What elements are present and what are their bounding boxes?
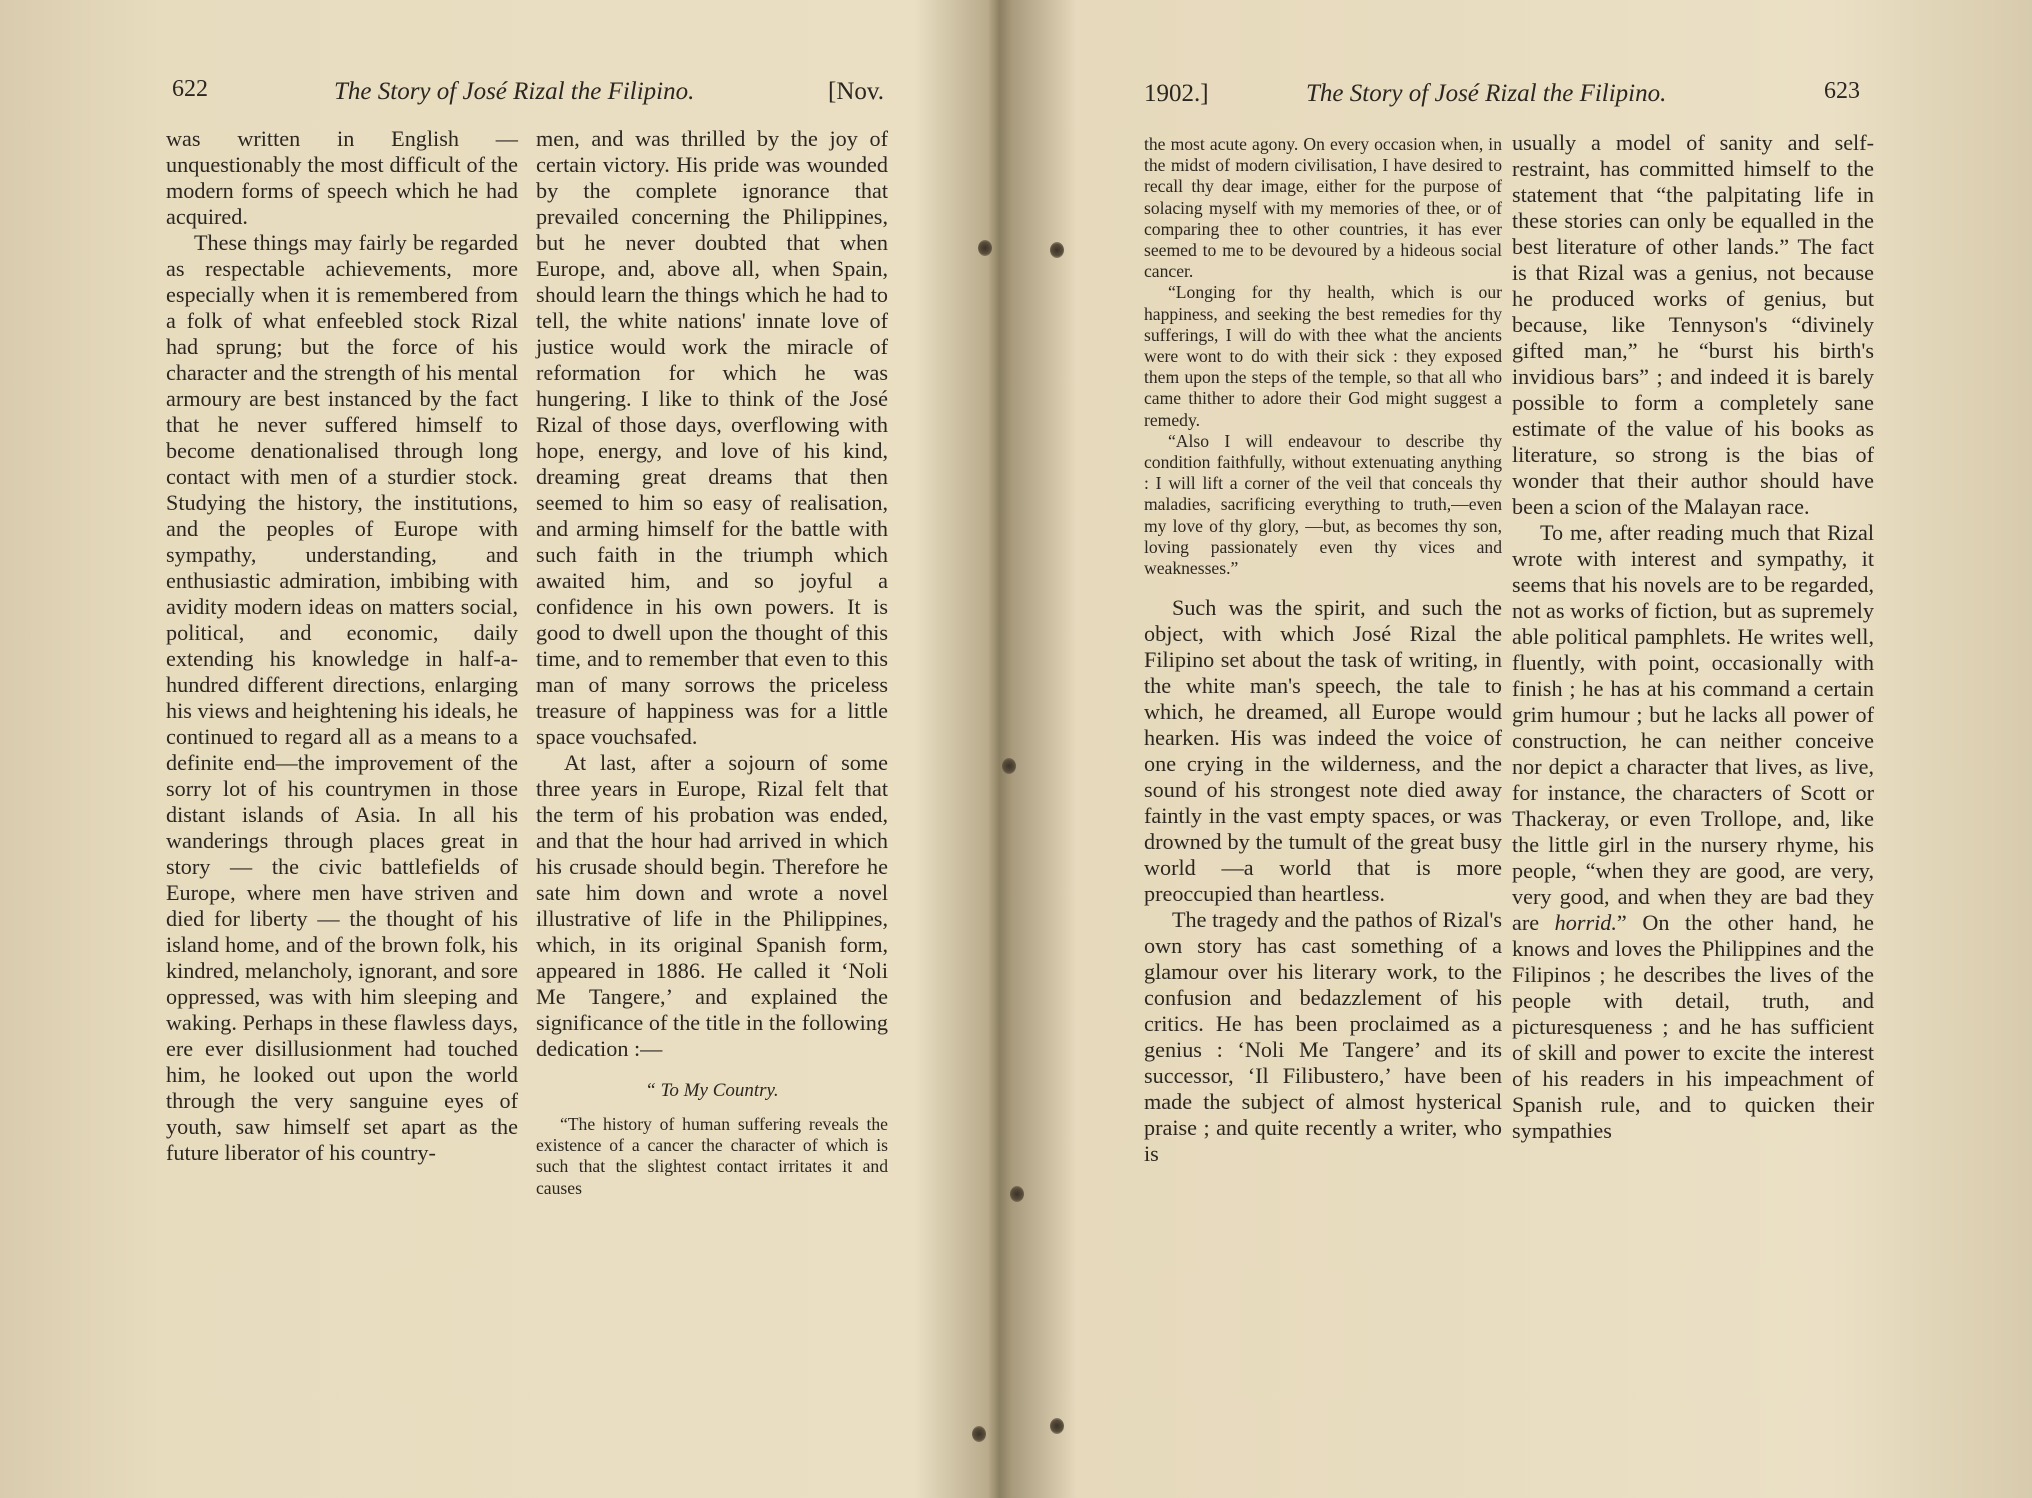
quote-paragraph: “The history of human suffering reveals the existence of a cancer the character of which is such that the slightest contact irritates it and causes <box>536 1114 888 1198</box>
italic-word: horrid. <box>1554 910 1617 935</box>
text-column-1 <box>1144 134 1502 1167</box>
dedication-heading: “ To My Country. <box>645 1080 779 1101</box>
paragraph: The tragedy and the pathos of Rizal's own story has cast something of a glamour over his literary work, to the confusion and bedazzlement of his critics. He has been proclaimed as a genius : ‘Noli Me Tangere’ and its successor, ‘Il Filibustero,’ have been made the subject of almost hysterical praise ; and quite recently a writer, who is <box>1144 907 1502 1167</box>
running-title: The Story of José Rizal the Filipino. <box>334 78 695 105</box>
left-page <box>0 0 1000 1498</box>
running-date: [Nov. <box>828 78 885 105</box>
right-page <box>1016 0 2032 1498</box>
running-title: The Story of José Rizal the Filipino. <box>1306 80 1667 107</box>
text-column-2 <box>536 126 888 1199</box>
paragraph: These things may fairly be regarded as respectable achievements, more especially when it is remembered from a folk of what enfeebled stock Rizal had sprung; but the force of his character and the strength of his mental armoury are best instanced by the fact that he never suffered himself to become denationalised through long contact with men of a sturdier stock. Studying the history, the institutions, and the peoples of Europe with sympathy, understanding, and enthusiastic admiration, imbibing with avidity modern ideas on matters social, political, and economic, daily extending his knowledge in half-a-hundred different directions, enlarging his views and heightening his ideals, he continued to regard all as a means to a definite end—the improvement of the sorry lot of his countrymen in those distant islands of Asia. In all his wanderings through places great in story — the civic battlefields of Europe, where men have striven and died for liberty — the thought of his island home, and of the brown folk, his kindred, melancholy, ignorant, and sore oppressed, was with him sleeping and waking. Perhaps in these flawless days, ere ever disillusionment had touched him, he looked out upon the world through the very sanguine eyes of youth, saw himself set apart as the future liberator of his country- <box>166 230 518 1165</box>
running-head <box>1016 76 2032 116</box>
quote-paragraph: “Also I will endeavour to describe thy condition faithfully, without extenuating anything : I will lift a corner of the veil that conceals thy maladies, sacrificing everything to truth,—even my love of thy glory, —but, as becomes thy son, loving passionately even thy vices and weaknesses.” <box>1144 430 1502 579</box>
paragraph: men, and was thrilled by the joy of certain victory. His pride was wounded by the complete ignorance that prevailed concerning the Philippines, but he never doubted that when Europe, and, above all, when Spain, should learn the things which he had to tell, the white nations' innate love of justice would work the miracle of reformation for which he was hungering. I like to think of the José Rizal of those days, overflowing with hope, energy, and love of his kind, dreaming great dreams that then seemed to him so easy of realisation, and arming himself for the battle with such faith in the triumph which awaited him, and so joyful a confidence in his own powers. It is good to dwell upon the thought of this time, and to remember that even to this man of many sorrows the priceless treasure of happiness was for a little space vouchsafed. <box>536 126 888 749</box>
paragraph: Such was the spirit, and such the object, with which José Rizal the Filipino set about the task of writing, in the white man's speech, the tale to which, he dreamed, all Europe would hearken. His was indeed the voice of one crying in the wilderness, and the sound of his strongest note died away faintly in the vast empty spaces, or was drowned by the tumult of the great busy world —a world that is more preoccupied than heartless. <box>1144 595 1502 907</box>
paragraph: At last, after a sojourn of some three years in Europe, Rizal felt that the term of his probation was ended, and that the hour had arrived in which his crusade should begin. Therefore he sate him down and wrote a novel illustrative of life in the Philippines, which, in its original Spanish form, appeared in 1886. He called it ‘Noli Me Tangere,’ and explained the significance of the title in the following dedication :— <box>536 750 888 1061</box>
text-column-2 <box>1512 130 1874 1144</box>
paragraph-text: To me, after reading much that Rizal wrote with interest and sympathy, it seems that his novels are to be regarded, not as works of fiction, but as supremely able political pamphlets. He writes well, fluently, with point, occasionally with finish ; he has at his command a certain grim humour ; but he lacks all power of construction, he can neither conceive nor depict a character that lives, as live, for instance, the characters of Scott or Thackeray, or even Trollope, and, like the little girl in the nursery rhyme, his people, “when they are good, are very, very good, and when they are bad they are <box>1512 520 1874 935</box>
paragraph: usually a model of sanity and self-restraint, has committed himself to the statement that “the palpitating life in these stories can only be equalled in the best literature of other lands.” The fact is that Rizal was a genius, not because he produced works of genius, but because, like Tennyson's “divinely gifted man,” he “burst his birth's invidious bars” ; and indeed it is barely possible to form a completely sane estimate of the value of his books as literature, so strong is the bias of wonder that their author should have been a scion of the Malayan race. <box>1512 130 1874 519</box>
page-number: 623 <box>1824 78 1860 104</box>
text-column-1 <box>166 126 518 1166</box>
paragraph: was written in English — unquestionably the most difficult of the modern forms of speech which he had acquired. <box>166 126 518 229</box>
paragraph-text: ” On the other hand, he knows and loves the Philippines and the Filipinos ; he describes the lives of the people with detail, truth, and picturesqueness ; and he has sufficient of skill and power to excite the interest of his readers in his impeachment of Spanish rule, and to quicken their sympathies <box>1512 910 1874 1143</box>
binding-hole <box>1002 758 1016 774</box>
quote-paragraph: “Longing for thy health, which is our happiness, and seeking the best remedies for thy sufferings, I will do with thee what the ancients were wont to do with their sick : they exposed them upon the steps of the temple, so that all who came thither to adore their God might suggest a remedy. <box>1144 282 1502 430</box>
quote-paragraph: the most acute agony. On every occasion when, in the midst of modern civilisation, I have desired to recall thy dear image, either for the purpose of solacing myself with my memories of thee, or of comparing thee to other countries, it has ever seemed to me to be devoured by a hideous social cancer. <box>1144 134 1502 282</box>
page-number: 622 <box>172 76 208 102</box>
running-head <box>0 76 1000 116</box>
running-date: 1902.] <box>1144 80 1209 107</box>
paragraph <box>1512 520 1874 1144</box>
